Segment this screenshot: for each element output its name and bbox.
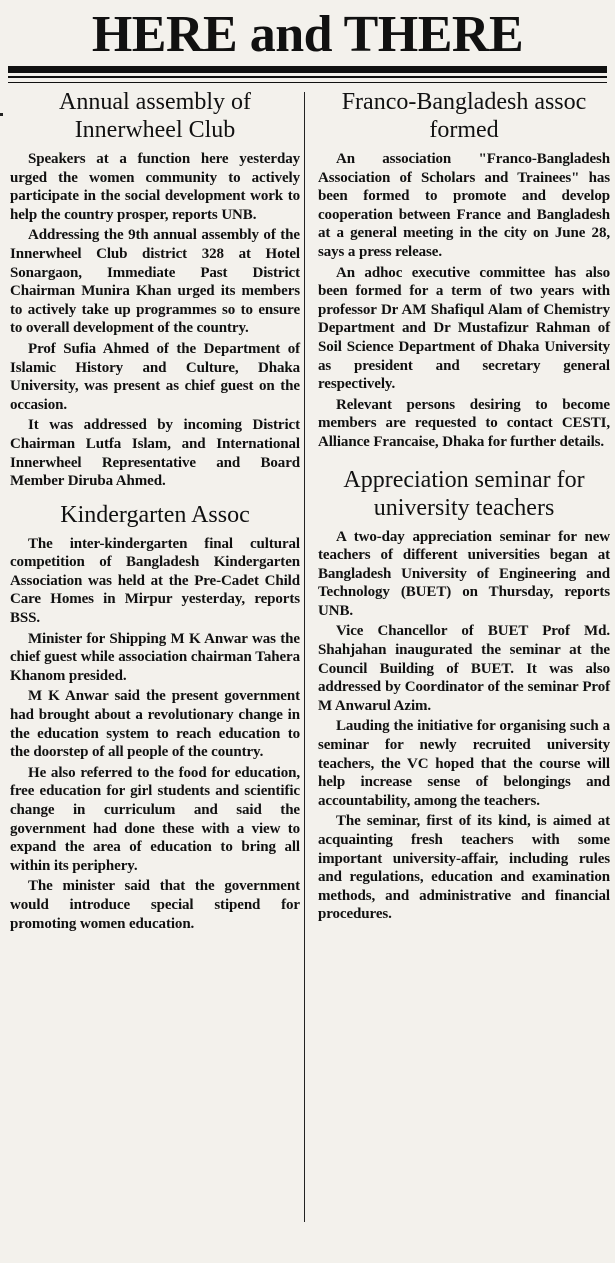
article-paragraph: The inter-kindergarten final cultural competition of Bangladesh Kindergarten Association was held at the Pre-Cadet Child Care Homes in Mirpur yesterday, reports BSS. — [10, 535, 300, 627]
article-innerwheel — [10, 88, 300, 491]
article-paragraph: The seminar, first of its kind, is aimed at acquainting fresh teachers with some important university-affair, including rules and regulations, education and examination methods, and administrative and financial procedures. — [318, 813, 610, 923]
column-separator — [304, 92, 305, 1222]
article-franco-bangladesh — [318, 88, 610, 452]
article-body — [318, 150, 610, 452]
article-paragraph: A two-day appreciation seminar for new teachers of different universities began at Bangladesh University of Engineering and Technology (BUET) on Thursday, reports UNB. — [318, 528, 610, 619]
masthead-title: HERE and THERE — [91, 6, 524, 63]
article-paragraph: Vice Chancellor of BUET Prof Md. Shahjahan inaugurated the seminar at the Council Building of BUET. It was also addressed by Coordinator of the seminar Prof M Anwarul Azim. — [318, 623, 610, 714]
article-paragraph: Prof Sufia Ahmed of the Department of Islamic History and Culture, Dhaka University, was present as chief guest on the occasion. — [10, 340, 300, 413]
article-paragraph: M K Anwar said the present government had brought about a revolutionary change in the education system to reach education to the doorstep of all people of the country. — [10, 688, 300, 761]
article-headline: Kindergarten Assoc — [60, 501, 250, 528]
article-headline: Annual assembly of Innerwheel Club — [59, 89, 251, 143]
article-paragraph: It was addressed by incoming District Chairman Lutfa Islam, and International Innerwheel Representative and Board Member Diruba Ahmed. — [10, 417, 300, 490]
article-headline: Appreciation seminar for university teachers — [343, 466, 585, 521]
masthead-rule-thin — [8, 76, 607, 78]
article-appreciation-seminar — [318, 466, 610, 924]
article-body — [10, 150, 300, 491]
article-paragraph: Speakers at a function here yesterday urged the women community to actively participate in the social development work to help the country prosper, reports UNB. — [10, 151, 300, 223]
article-paragraph: The minister said that the government would introduce special stipend for promoting women education. — [10, 878, 300, 932]
article-body — [318, 528, 610, 924]
masthead-rule-thick — [8, 66, 607, 73]
right-column — [318, 88, 610, 924]
article-kindergarten — [10, 501, 300, 933]
article-paragraph: An association "Franco-Bangladesh Association of Scholars and Trainees" has been formed to promote and develop cooperation between France and Bangladesh at a general meeting in the city on June 28, says a press release. — [318, 151, 610, 260]
article-paragraph: Relevant persons desiring to become members are requested to contact CESTI, Alliance Francaise, Dhaka for further details. — [318, 396, 610, 450]
masthead-rule-hair — [8, 82, 607, 83]
article-paragraph: He also referred to the food for education, free education for girl students and scientific change in curriculum and said the government had done these with a view to expand the area of education to bring all within its periphery. — [10, 764, 300, 874]
left-column — [10, 88, 300, 933]
article-paragraph: An adhoc executive committee has also been formed for a term of two years with professor Dr AM Shafiqul Alam of Chemistry Department and Dr Mustafizur Rahman of Soil Science Department of Dhaka University as president and secretary general respectively. — [318, 264, 610, 393]
article-body — [10, 535, 300, 933]
article-headline: Franco-Bangladesh assoc formed — [341, 89, 587, 143]
article-paragraph: Minister for Shipping M K Anwar was the chief guest while association chairman Tahera Khanom presided. — [10, 630, 300, 684]
article-paragraph: Addressing the 9th annual assembly of the Innerwheel Club district 328 at Hotel Sonargaon, Immediate Past District Chairman Munira Khan urged its members to actively take up programmes so to ensure to overall development of the country. — [10, 227, 300, 337]
article-paragraph: Lauding the initiative for organising such a seminar for newly recruited university teachers, the VC hoped that the course will help increase sense of belongings and accountability, among the teachers. — [318, 718, 610, 809]
masthead — [8, 6, 607, 66]
margin-mark — [0, 113, 3, 116]
